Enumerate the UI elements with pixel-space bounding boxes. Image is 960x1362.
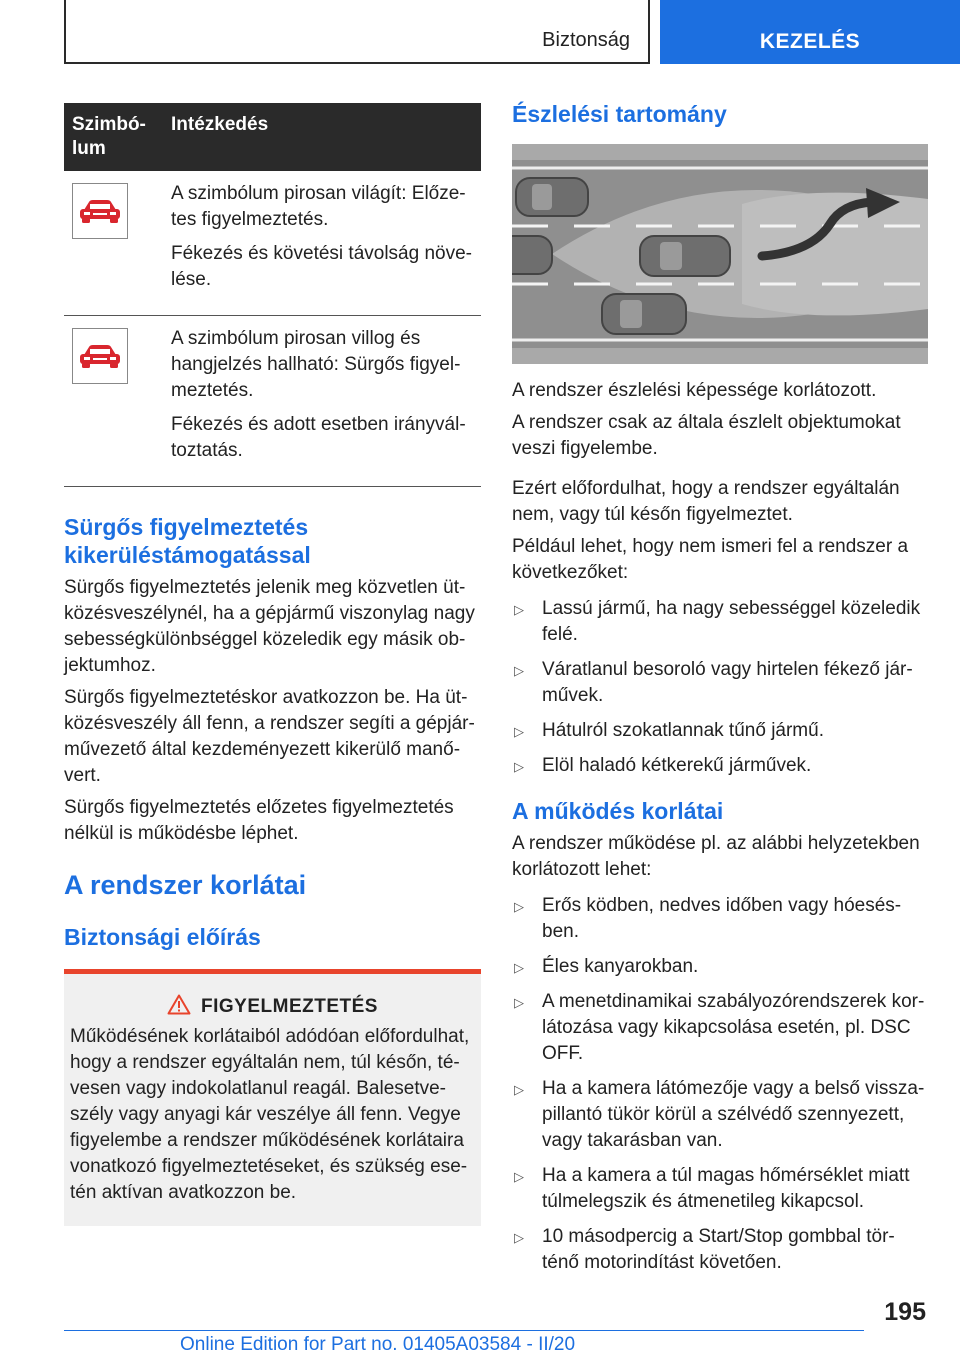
warning-triangle-icon (167, 994, 191, 1020)
page-number: 195 (884, 1298, 926, 1326)
bullet-list-operation (512, 893, 928, 1276)
list-item: ▷ A menetdinamikai szabályozórendszerek kor-látozása vagy kikapcsolása esetén, pl. DSC OFF. (514, 991, 925, 1064)
header-section-box (64, 0, 650, 64)
car-red-icon (72, 183, 128, 239)
footer-divider (64, 1330, 864, 1331)
warning-box (64, 969, 481, 1226)
list-item: ▷ Hátulról szokatlannak tűnő jármű. (512, 718, 928, 744)
warning-header (70, 994, 475, 1020)
list-item: ▷ Ha a kamera a túl magas hőmérséklet miatt túlmelegszik és átmenetileg kikapcsol. (514, 1165, 910, 1212)
list-item: ▷ Lassú jármű, ha nagy sebességgel közeledik felé. (514, 598, 921, 645)
left-column (64, 103, 481, 1226)
triangle-bullet-icon: ▷ (514, 960, 524, 975)
list-item: ▷ Erős ködben, nedves időben vagy hóesés-ben. (514, 895, 902, 942)
heading-safety-note: Biztonsági előírás (64, 924, 261, 950)
list-item: ▷ 10 másodpercig a Start/Stop gombbal tör-ténő motorindítást követően. (514, 1226, 895, 1273)
list-item: ▷ Éles kanyarokban. (512, 954, 928, 980)
table-header-action: Intézkedés (163, 103, 481, 171)
triangle-bullet-icon: ▷ (514, 995, 524, 1010)
paragraph: A rendszer működése pl. az alábbi helyzetekben korlátozott lehet: (512, 833, 920, 880)
triangle-bullet-icon: ▷ (514, 759, 524, 774)
table-cell-action (163, 316, 481, 487)
warning-title: FIGYELMEZTETÉS (201, 996, 378, 1017)
action-text: Fékezés és követési távolság növe-lése. (171, 243, 472, 290)
action-text: A szimbólum pirosan villog és hangjelzés hallható: Sürgős figyel-meztetés. (171, 328, 461, 401)
action-text: A szimbólum pirosan világít: Előze-tes figyelmeztetés. (171, 183, 466, 230)
heading-urgent-warning: Sürgős figyelmeztetés kikerüléstámogatással (64, 514, 311, 568)
header-section-title: Biztonság (542, 29, 630, 51)
heading-detection-range: Észlelési tartomány (512, 101, 727, 127)
list-item: ▷ Elöl haladó kétkerekű járművek. (512, 753, 928, 779)
paragraph: Ezért előfordulhat, hogy a rendszer egyáltalán nem, vagy túl későn figyelmeztet. (512, 478, 900, 525)
header-chapter-title: KEZELÉS (759, 30, 861, 53)
table-cell-symbol (64, 171, 163, 316)
right-column (512, 100, 928, 1285)
heading-system-limits: A rendszer korlátai (64, 870, 307, 900)
table-header-symbol: Szimbó- lum (64, 103, 163, 171)
paragraph: Sürgős figyelmeztetéskor avatkozzon be. Ha üt-közésveszély áll fenn, a rendszer segíti a gépjár-művezető által kezdeményezett kikerülő manő-vert. (64, 687, 475, 786)
table-row (64, 171, 481, 316)
paragraph: Sürgős figyelmeztetés jelenik meg közvetlen üt-közésveszélynél, ha a gépjármű viszonylag nagy sebességkülönbséggel közeledik egy másik ob-jektumhoz. (64, 577, 475, 676)
table-header-row (64, 103, 481, 171)
triangle-bullet-icon: ▷ (514, 1230, 524, 1245)
triangle-bullet-icon: ▷ (514, 724, 524, 739)
list-item: ▷ Váratlanul besoroló vagy hirtelen fékező jár-művek. (514, 659, 913, 706)
detection-range-illustration (512, 144, 928, 364)
triangle-bullet-icon: ▷ (514, 899, 524, 914)
heading-operation-limits: A működés korlátai (512, 798, 724, 824)
list-item: ▷ Ha a kamera látómezője vagy a belső vissza-pillantó tükör körül a szélvédő szennyezett, vagy takarásban van. (514, 1078, 925, 1151)
warning-text: Működésének korlátaiból adódóan előfordulhat, hogy a rendszer egyáltalán nem, túl későn, té-vesen vagy indokolatlanul reagál. Balesetve-szély vagy anyagi kár veszélye áll fenn. Vegye figyelembe a rendszer működésének korlátaira vonatkozó figyelmeztetéseket, és szükség ese-tén aktívan avatkozzon be. (70, 1026, 470, 1203)
triangle-bullet-icon: ▷ (514, 663, 524, 678)
triangle-bullet-icon: ▷ (514, 602, 524, 617)
symbol-table (64, 103, 481, 487)
car-red-icon (72, 328, 128, 384)
table-row (64, 316, 481, 487)
bullet-list-detection (512, 596, 928, 779)
paragraph: Például lehet, hogy nem ismeri fel a rendszer a következőket: (512, 536, 909, 583)
table-cell-symbol (64, 316, 163, 487)
paragraph: A rendszer észlelési képessége korlátozott. (512, 380, 877, 401)
header-chapter-tab (660, 0, 960, 64)
table-cell-action (163, 171, 481, 316)
triangle-bullet-icon: ▷ (514, 1169, 524, 1184)
triangle-bullet-icon: ▷ (514, 1082, 524, 1097)
action-text: Fékezés és adott esetben irányvál-toztatás. (171, 414, 466, 461)
paragraph: Sürgős figyelmeztetés előzetes figyelmeztetés nélkül is működésbe léphet. (64, 797, 454, 844)
footer-edition-text: Online Edition for Part no. 01405A03584 - II/20 (180, 1334, 576, 1355)
paragraph: A rendszer csak az általa észlelt objektumokat veszi figyelembe. (512, 412, 901, 459)
